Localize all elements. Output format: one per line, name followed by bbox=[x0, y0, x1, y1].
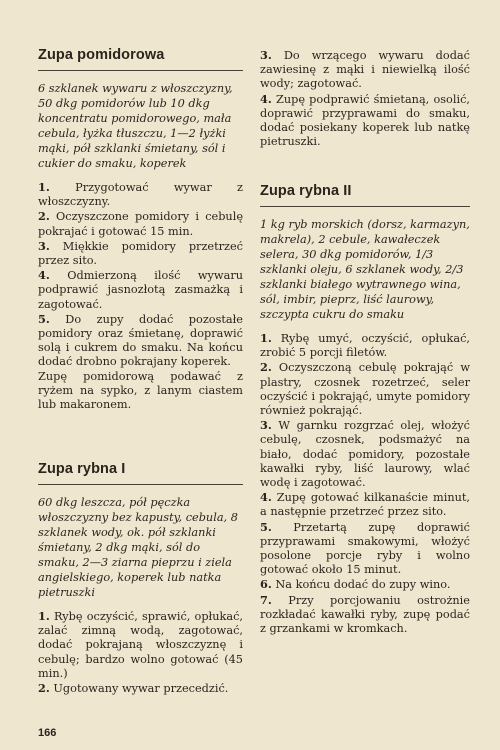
recipe-title-zupa-rybna-2: Zupa rybna II bbox=[260, 183, 470, 207]
steps-zupa-pomidorowa bbox=[38, 180, 243, 412]
steps-continuation-zupa-rybna-1 bbox=[260, 48, 470, 149]
step: 1. Przygotować wywar z włoszczyzny. bbox=[38, 180, 244, 209]
ingredients-zupa-pomidorowa: 6 szklanek wywaru z włoszczyzny, 50 dkg pomidorów lub 10 dkg koncentratu pomidorowego, mała cebula, łyżka tłuszczu, 1—2 łyżki mąki, pół szklanki śmietany, sól i cukier do smaku, koperek bbox=[38, 82, 233, 170]
step: 4. Zupę podprawić śmietaną, osolić, doprawić przyprawami do smaku, dodać posiekany koperek lub natkę pietruszki. bbox=[260, 91, 470, 149]
step: 2. Oczyszczoną cebulę pokrająć w plastry, czosnek rozetrzeć, seler oczyścić i pokrająć, umyte pomidory również pokrająć. bbox=[260, 360, 470, 418]
step: 2. Oczyszczone pomidory i cebulę pokrajać i gotować 15 min. bbox=[38, 209, 244, 238]
ingredients-zupa-rybna-2: 1 kg ryb morskich (dorsz, karmazyn, makrela), 2 cebule, kawałeczek selera, 30 dkg pomidorów, 1/3 szklanki oleju, 6 szklanek wody, 2/3 szklanki białego wytrawnego wina, sól, imbir, pieprz, liść laurowy, szczypta cukru do smaku bbox=[260, 218, 470, 321]
step: 3. Miękkie pomidory przetrzeć przez sito. bbox=[38, 238, 243, 268]
step: 1. Rybę oczyścić, sprawić, opłukać, zalać zimną wodą, zagotować, dodać pokrajaną włoszczyznę i cebulę; bardzo wolno gotować (45 min.) bbox=[38, 609, 243, 680]
step: 4. Zupę gotować kilkanaście minut, a następnie przetrzeć przez sito. bbox=[260, 490, 471, 519]
steps-zupa-rybna-2 bbox=[260, 331, 470, 636]
steps-zupa-rybna-1 bbox=[38, 609, 243, 696]
left-column bbox=[38, 47, 243, 412]
serving-note: Zupę pomidorową podawać z ryżem na sypko, z lanym ciastem lub makaronem. bbox=[38, 369, 243, 412]
step: 6. Na końcu dodać do zupy wino. bbox=[260, 577, 451, 592]
left-column-lower bbox=[38, 461, 243, 696]
page-number: 166 bbox=[38, 727, 57, 739]
recipe-title-zupa-rybna-1: Zupa rybna I bbox=[38, 461, 243, 485]
step: 7. Przy porcjowaniu ostrożnie rozkładać kawałki ryby, zupę podać z grzankami w kromkach. bbox=[260, 592, 470, 636]
step: 3. W garnku rozgrzać olej, włożyć cebulę, czosnek, podsmażyć na biało, dodać pomidory, pozostałe kawałki ryby, liść laurowy, wlać wodę i zagotować. bbox=[260, 418, 470, 490]
step: 3. Do wrzącego wywaru dodać zawiesinę z mąki i niewielką ilość wody; zagotować. bbox=[260, 48, 470, 91]
ingredients-zupa-rybna-1: 60 dkg leszcza, pół pęczka włoszczyzny bez kapusty, cebula, 8 szklanek wody, ok. pół szklanki śmietany, 2 dkg mąki, sól do smaku, 2—3 ziarna pieprzu i ziela angielskiego, koperek lub natka pietruszki bbox=[38, 496, 238, 599]
step: 4. Odmierzoną ilość wywaru podprawić jasnozłotą zasmażką i zagotować. bbox=[38, 268, 243, 311]
right-column bbox=[260, 48, 470, 149]
step: 5. Przetartą zupę doprawić przyprawami smakowymi, włożyć posolone porcje ryby i wolno gotować około 15 minut. bbox=[260, 519, 470, 577]
step: 2. Ugotowany wywar przecedzić. bbox=[38, 681, 229, 696]
right-column-lower bbox=[260, 183, 470, 636]
recipe-title-zupa-pomidorowa: Zupa pomidorowa bbox=[38, 47, 243, 71]
step: 5. Do zupy dodać pozostałe pomidory oraz śmietanę, doprawić solą i cukrem do smaku. Na końcu dodać drobno pokrajany koperek. bbox=[38, 311, 243, 369]
step: 1. Rybę umyć, oczyścić, opłukać, zrobić 5 porcji filetów. bbox=[260, 331, 470, 360]
